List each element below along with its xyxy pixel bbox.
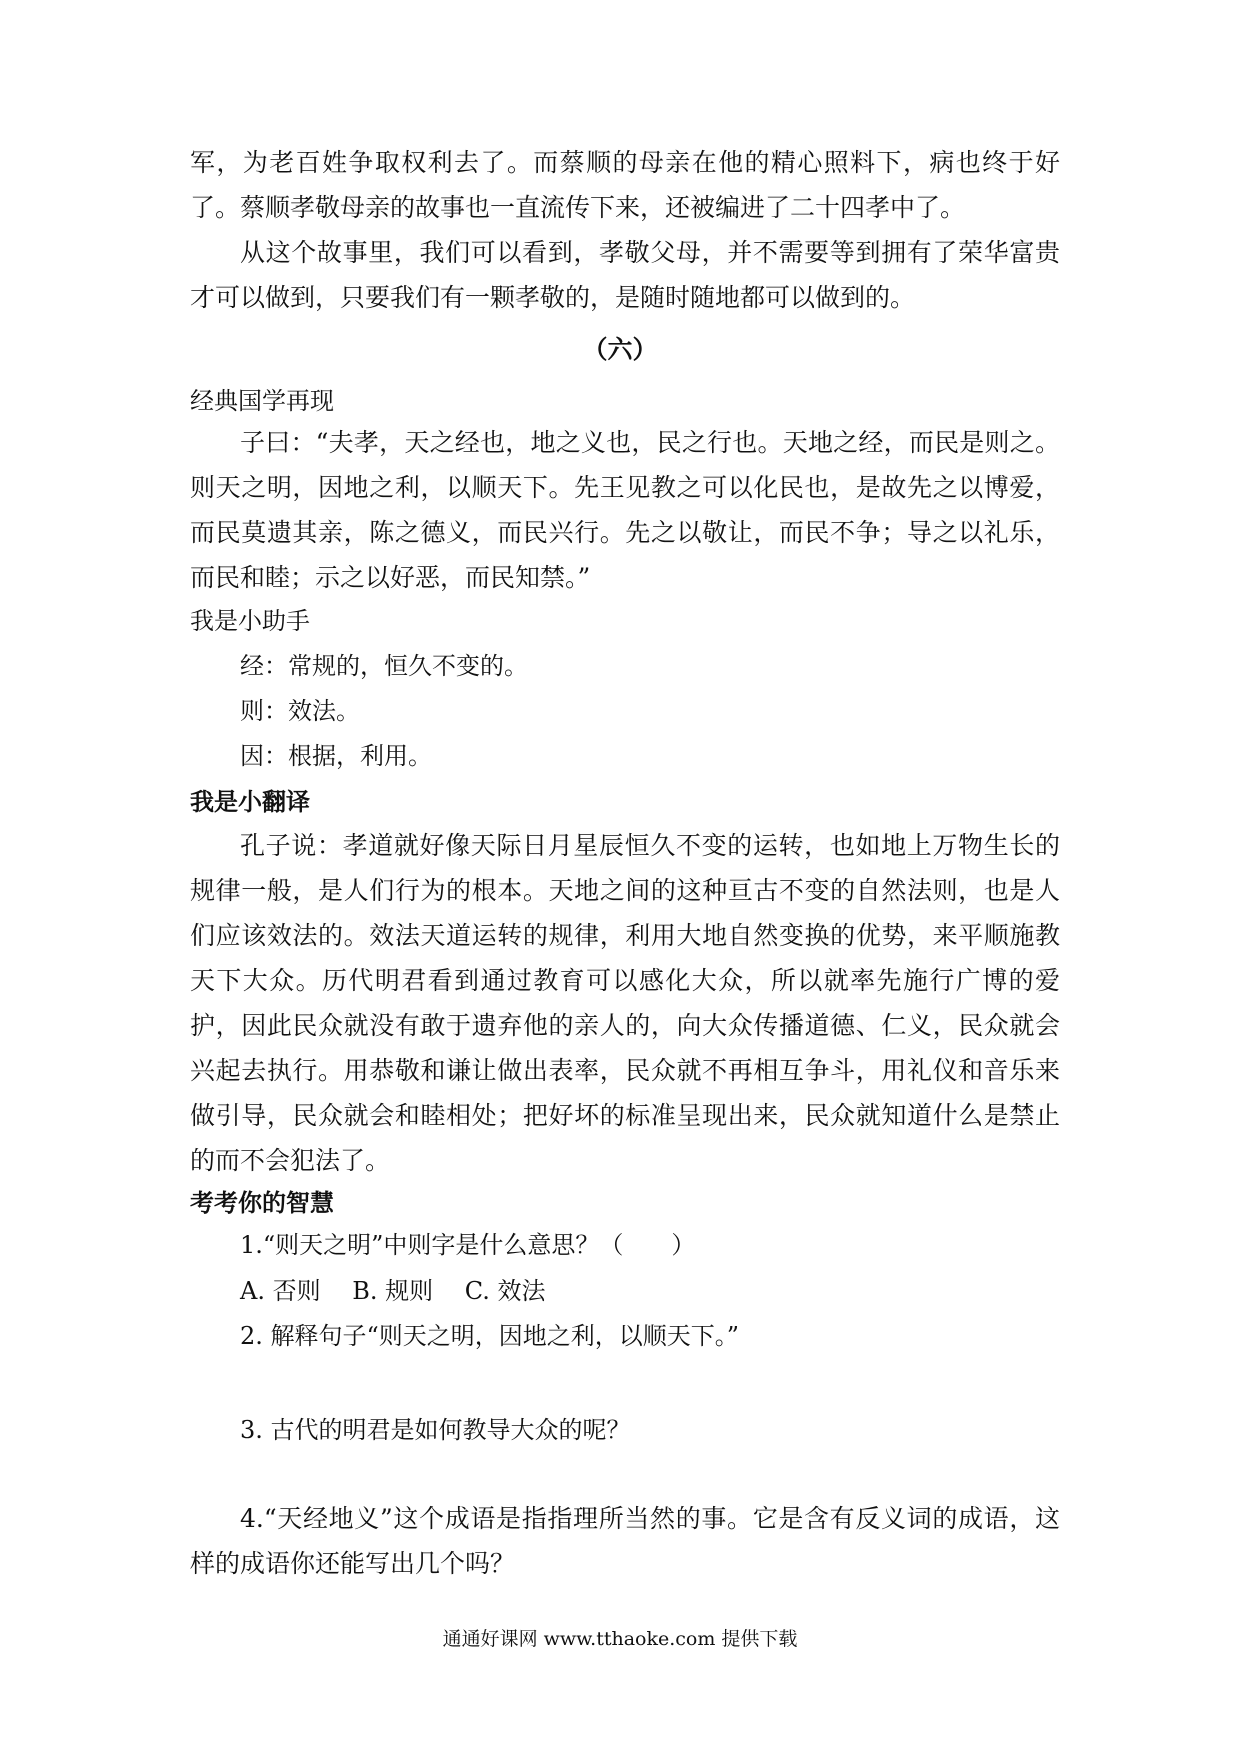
story-paragraph-3: 从这个故事里，我们可以看到，孝敬父母，并不需要等到拥有了荣华富贵才可以做到，只要我们有一颗孝敬的，是随时随地都可以做到的。 xyxy=(190,238,1060,312)
footer-source: 通通好课网 www.tthaoke.com 提供下载 xyxy=(442,1628,798,1650)
section-title: （六） xyxy=(582,335,658,364)
classic-text: 子曰：“夫孝，天之经也，地之义也，民之行也。天地之经，而民是则之。则天之明，因地之利，以顺天下。先王见教之可以化民也，是故先之以博爱，而民莫遗其亲，陈之德义，而民兴行。先之以敬让，而民不争；导之以礼乐，而民和睦；示之以好恶，而民知禁。” xyxy=(190,428,1060,592)
helper-heading: 我是小助手 xyxy=(190,607,310,635)
translate-text: 孔子说：孝道就好像天际日月星辰恒久不变的运转，也如地上万物生长的规律一般，是人们行为的根本。天地之间的这种亘古不变的自然法则，也是人们应该效法的。效法天道运转的规律，利用大地自然变换的优势，来平顺施教天下大众。历代明君看到通过教育可以感化大众，所以就率先施行广博的爱护，因此民众就没有敢于遗弃他的亲人的，向大众传播道德、仁义，民众就会兴起去执行。用恭敬和谦让做出表率，民众就不再相互争斗，用礼仪和音乐来做引导，民众就会和睦相处；把好坏的标准呈现出来，民众就知道什么是禁止的而不会犯法了。 xyxy=(190,831,1060,1175)
quiz-question-2: 2. 解释句子“则天之明，因地之利，以顺天下。” xyxy=(240,1322,740,1350)
helper-item: 经：常规的，恒久不变的。 xyxy=(240,652,528,680)
story-paragraph-1: 军，为老百姓争取权利去了。而蔡顺的母亲在他的精心照料下，病也终于好了。 xyxy=(190,148,1060,222)
quiz-question-3: 3. 古代的明君是如何教导大众的呢？ xyxy=(240,1416,631,1444)
quiz-question-1: 1.“则天之明”中则字是什么意思？（ ） xyxy=(240,1231,696,1259)
quiz-heading: 考考你的智慧 xyxy=(190,1189,334,1217)
helper-item: 则：效法。 xyxy=(240,697,360,725)
helper-item: 因：根据，利用。 xyxy=(240,742,432,770)
quiz-question-4: 4.“天经地义”这个成语是指指理所当然的事。它是含有反义词的成语，这样的成语你还能写出几个吗？ xyxy=(190,1504,1060,1578)
translate-heading: 我是小翻译 xyxy=(190,788,310,816)
classic-heading: 经典国学再现 xyxy=(190,387,334,415)
quiz-question-1-options: A. 否则 B. 规则 C. 效法 xyxy=(240,1277,546,1305)
story-paragraph-2: 蔡顺孝敬母亲的故事也一直流传下来，还被编进了二十四孝中了。 xyxy=(240,193,966,222)
